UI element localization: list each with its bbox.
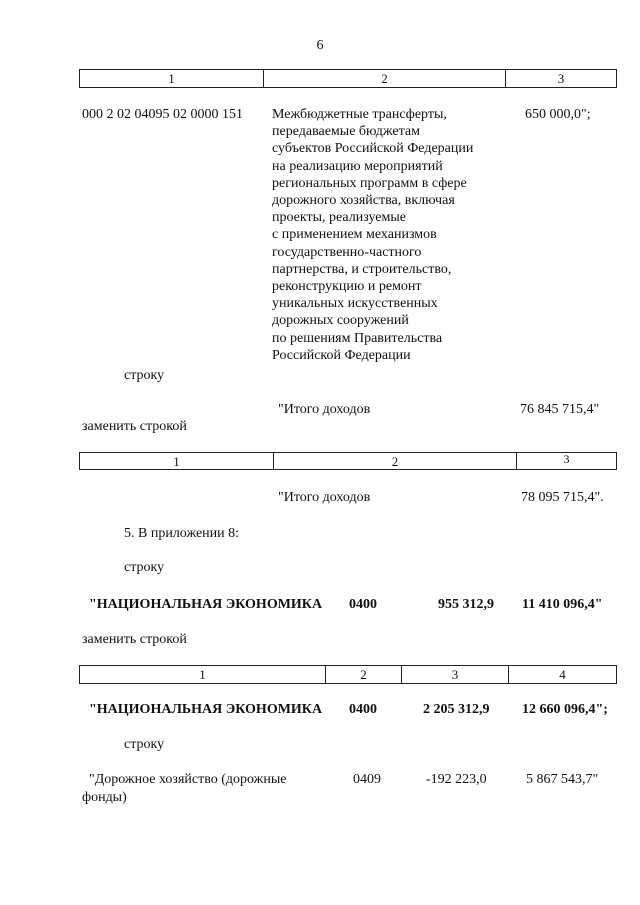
nat-econ-code: 0400: [349, 702, 377, 717]
description-line: государственно-частного: [272, 244, 422, 260]
row-amount: 650 000,0";: [525, 107, 591, 122]
table2-header-col2: 2: [391, 454, 399, 469]
itogo-old-amount: 76 845 715,4": [520, 402, 600, 417]
description-line: партнерства, и строительство,: [272, 261, 452, 277]
table1-header-col1: 1: [168, 71, 175, 86]
table2-header-col3: 3: [563, 452, 570, 466]
road-val1: -192 223,0: [426, 772, 487, 787]
table2-header: [79, 452, 617, 470]
description-line: уникальных искусственных: [272, 296, 438, 312]
road-code: 0409: [353, 772, 381, 787]
description-line: дорожного хозяйства, включая: [272, 193, 455, 209]
nat-econ-code: 0400: [349, 597, 377, 612]
description-line: реконструкцию и ремонт: [272, 279, 422, 295]
nat-econ-val2: 12 660 096,4";: [522, 702, 608, 717]
table3-header-col3: 3: [451, 667, 459, 682]
zamenit-label: заменить строкой: [82, 632, 187, 647]
description-line: Российской Федерации: [272, 347, 411, 363]
road-val2: 5 867 543,7": [526, 772, 599, 787]
description-line: с применением механизмов: [272, 227, 437, 243]
description-line: по решениям Правительства: [272, 330, 443, 346]
table2-header-col1: 1: [173, 454, 180, 469]
zamenit-label: заменить строкой: [82, 419, 187, 434]
description-line: дорожных сооружений: [272, 313, 409, 329]
description-line: Межбюджетные трансферты,: [272, 107, 447, 122]
itogo-new-label: "Итого доходов: [278, 490, 371, 505]
page-number: 6: [316, 38, 324, 53]
stroku-label: строку: [124, 368, 165, 383]
description-line: проекты, реализуемые: [272, 210, 406, 226]
stroku-label: строку: [124, 737, 165, 752]
description-line: на реализацию мероприятий: [272, 158, 443, 174]
road-name-line1: "Дорожное хозяйство (дорожные: [89, 772, 287, 787]
table3-header-col1: 1: [199, 667, 206, 682]
table1-header-col2: 2: [381, 71, 388, 86]
road-name-line2: фонды): [82, 790, 127, 805]
description-line: субъектов Российской Федерации: [272, 141, 474, 157]
table3-header: [79, 665, 617, 684]
table3-header-col4: 4: [559, 667, 566, 682]
itogo-new-amount: 78 095 715,4".: [521, 490, 604, 505]
nat-econ-val2: 11 410 096,4": [522, 597, 603, 612]
budget-code: 000 2 02 04095 02 0000 151: [82, 107, 243, 122]
table1-header-col3: 3: [557, 71, 565, 86]
section-heading: 5. В приложении 8:: [124, 526, 240, 541]
row-description: [272, 106, 512, 364]
stroku-label: строку: [124, 560, 165, 575]
nat-econ-val1: 955 312,9: [438, 597, 494, 612]
description-line: региональных программ в сфере: [272, 175, 467, 191]
nat-econ-name: "НАЦИОНАЛЬНАЯ ЭКОНОМИКА: [89, 702, 323, 717]
nat-econ-val1: 2 205 312,9: [423, 702, 490, 717]
description-line: передаваемые бюджетам: [272, 124, 420, 140]
itogo-old-label: "Итого доходов: [278, 402, 371, 417]
nat-econ-name: "НАЦИОНАЛЬНАЯ ЭКОНОМИКА: [89, 597, 323, 612]
table1-header: [79, 69, 617, 88]
table3-header-col2: 2: [360, 667, 367, 682]
